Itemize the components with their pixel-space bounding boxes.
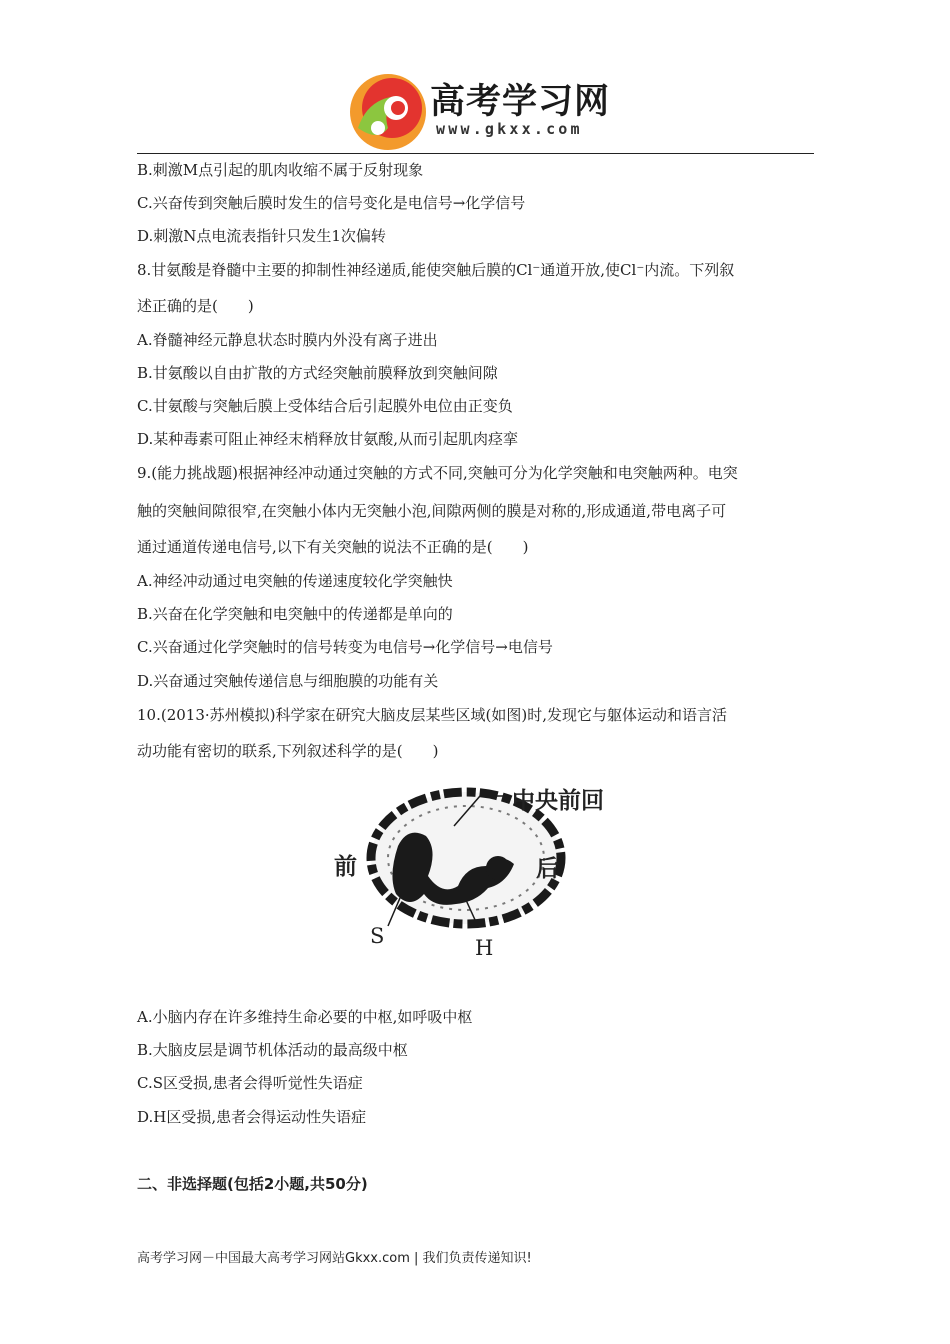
question-line: 述正确的是( ) (137, 297, 254, 315)
option-line: D.兴奋通过突触传递信息与细胞膜的功能有关 (137, 672, 439, 690)
label-s-area: S (370, 924, 385, 948)
section-title: 二、非选择题(包括2小题,共50分) (137, 1175, 368, 1193)
option-line: C.兴奋通过化学突触时的信号转变为电信号→化学信号→电信号 (137, 638, 553, 656)
question-line: 动功能有密切的联系,下列叙述科学的是( ) (137, 742, 439, 760)
brand-name: 高考学习网 (430, 82, 611, 122)
option-line: A.神经冲动通过电突触的传递速度较化学突触快 (137, 572, 453, 590)
label-front: 前 (334, 854, 357, 880)
label-back: 后 (536, 856, 559, 882)
brand-url: www.gkxx.com (436, 120, 583, 138)
brain-cortex-figure (330, 778, 620, 968)
option-line: B.甘氨酸以自由扩散的方式经突触前膜释放到突触间隙 (137, 364, 498, 382)
option-line: C.兴奋传到突触后膜时发生的信号变化是电信号→化学信号 (137, 194, 526, 212)
question-line: 8.甘氨酸是脊髓中主要的抑制性神经递质,能使突触后膜的Cl⁻通道开放,使Cl⁻内流。下列叙 (137, 261, 735, 279)
question-line: 通过通道传递电信号,以下有关突触的说法不正确的是( ) (137, 538, 529, 556)
option-line: B.刺激M点引起的肌肉收缩不属于反射现象 (137, 161, 424, 179)
option-line: C.甘氨酸与突触后膜上受体结合后引起膜外电位由正变负 (137, 397, 513, 415)
page-footer: 高考学习网－中国最大高考学习网站Gkxx.com | 我们负责传递知识! (137, 1251, 532, 1266)
option-line: D.某种毒素可阻止神经末梢释放甘氨酸,从而引起肌肉痉挛 (137, 430, 519, 448)
option-line: A.脊髓神经元静息状态时膜内外没有离子进出 (137, 331, 438, 349)
option-line: A.小脑内存在许多维持生命必要的中枢,如呼吸中枢 (137, 1008, 473, 1026)
option-line: D.H区受损,患者会得运动性失语症 (137, 1108, 367, 1126)
header-divider (137, 153, 814, 154)
option-line: B.大脑皮层是调节机体活动的最高级中枢 (137, 1041, 408, 1059)
option-line: C.S区受损,患者会得听觉性失语症 (137, 1074, 363, 1092)
logo-icon (348, 68, 432, 152)
label-h-area: H (475, 936, 494, 960)
label-central-gyrus: 中央前回 (512, 788, 604, 814)
option-line: B.兴奋在化学突触和电突触中的传递都是单向的 (137, 605, 453, 623)
question-line: 9.(能力挑战题)根据神经冲动通过突触的方式不同,突触可分为化学突触和电突触两种。电突 (137, 464, 738, 482)
option-line: D.刺激N点电流表指针只发生1次偏转 (137, 227, 386, 245)
question-line: 10.(2013·苏州模拟)科学家在研究大脑皮层某些区域(如图)时,发现它与躯体运动和语言活 (137, 706, 727, 724)
question-line: 触的突触间隙很窄,在突触小体内无突触小泡,间隙两侧的膜是对称的,形成通道,带电离子可 (137, 502, 727, 520)
site-header (348, 68, 618, 152)
